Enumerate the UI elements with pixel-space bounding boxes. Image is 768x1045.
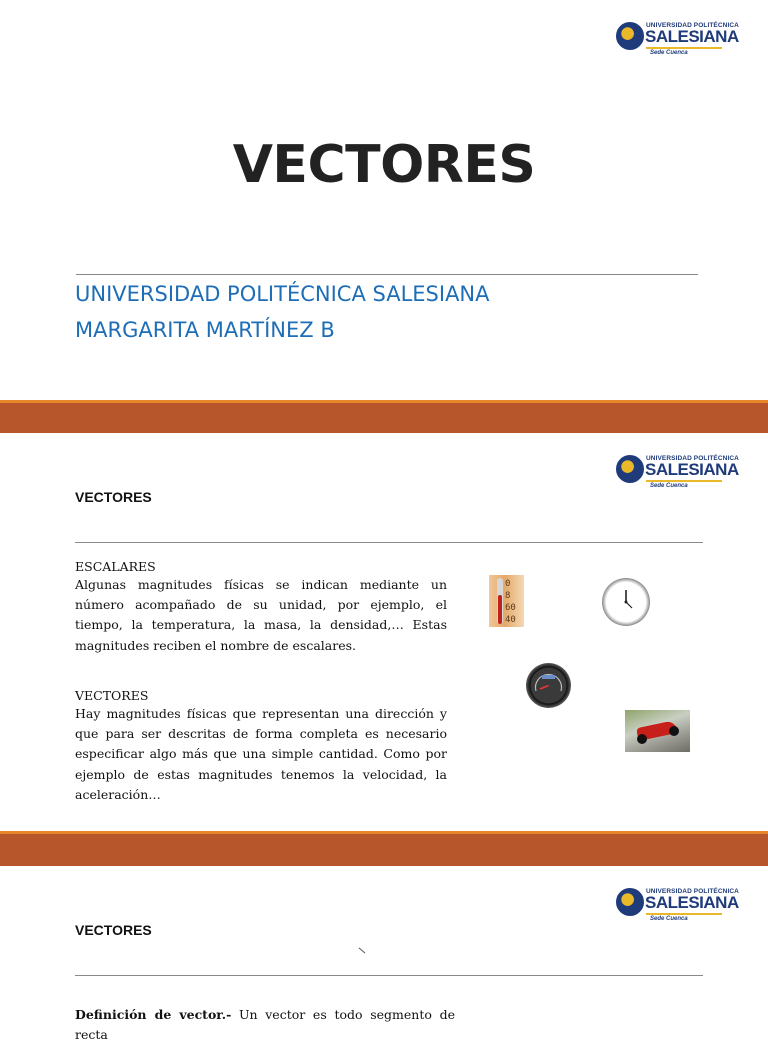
presentation-title: VECTORES [232,135,536,195]
logo-university-label: UNIVERSIDAD POLITÉCNICA [646,888,739,895]
university-seal-icon [616,22,644,50]
university-logo [616,453,739,493]
logo-rule [646,47,722,49]
slide-separator [0,400,768,433]
logo-name: SALESIANA [645,893,739,912]
slide-escalares-vectores [0,433,768,831]
stray-mark [359,948,366,954]
title-divider [76,274,698,275]
clock-image [602,578,650,626]
logo-campus: Sede Cuenca [650,916,688,922]
escalares-title: ESCALARES [75,559,156,574]
heading-divider [75,975,703,976]
logo-university-label: UNIVERSIDAD POLITÉCNICA [646,22,739,29]
slide-separator [0,831,768,866]
slide-heading: VECTORES [75,489,152,505]
definition-paragraph [75,1005,455,1045]
thermometer-image [489,575,524,627]
heading-divider [75,542,703,543]
logo-campus: Sede Cuenca [650,50,688,56]
logo-rule [646,913,722,915]
slide-definicion [0,866,768,1043]
slide-heading: VECTORES [75,922,152,938]
university-logo [616,886,739,926]
logo-campus: Sede Cuenca [650,483,688,489]
logo-rule [646,480,722,482]
escalares-paragraph: Algunas magnitudes físicas se indican mediante un número acompañado de su unidad, por ejemplo, el tiempo, la temperatura, la masa, la densidad,… Estas magnitudes reciben el nombre de escalares. [75,577,447,653]
vectores-title: VECTORES [75,688,149,703]
logo-university-label: UNIVERSIDAD POLITÉCNICA [646,455,739,462]
university-seal-icon [616,888,644,916]
logo-name: SALESIANA [645,460,739,479]
subtitle-author: MARGARITA MARTÍNEZ B [75,318,335,342]
thermometer-scale: 0 8 60 40 [505,579,516,625]
university-logo [616,20,739,60]
vectores-paragraph: Hay magnitudes físicas que representan una dirección y que para ser descritas de forma completa es necesario especificar algo más que una simple cantidad. Como por ejemplo de estas magnitudes tenemos la velocidad, la aceleración… [75,706,447,802]
definition-label: Definición de vector.- [75,1007,232,1022]
definition-text: Un vector es todo segmento de recta [75,1007,455,1043]
speedometer-image [526,663,571,708]
race-car-image [625,710,690,752]
slide-title [0,0,768,400]
logo-name: SALESIANA [645,27,739,46]
university-seal-icon [616,455,644,483]
subtitle-university: UNIVERSIDAD POLITÉCNICA SALESIANA [75,282,490,306]
